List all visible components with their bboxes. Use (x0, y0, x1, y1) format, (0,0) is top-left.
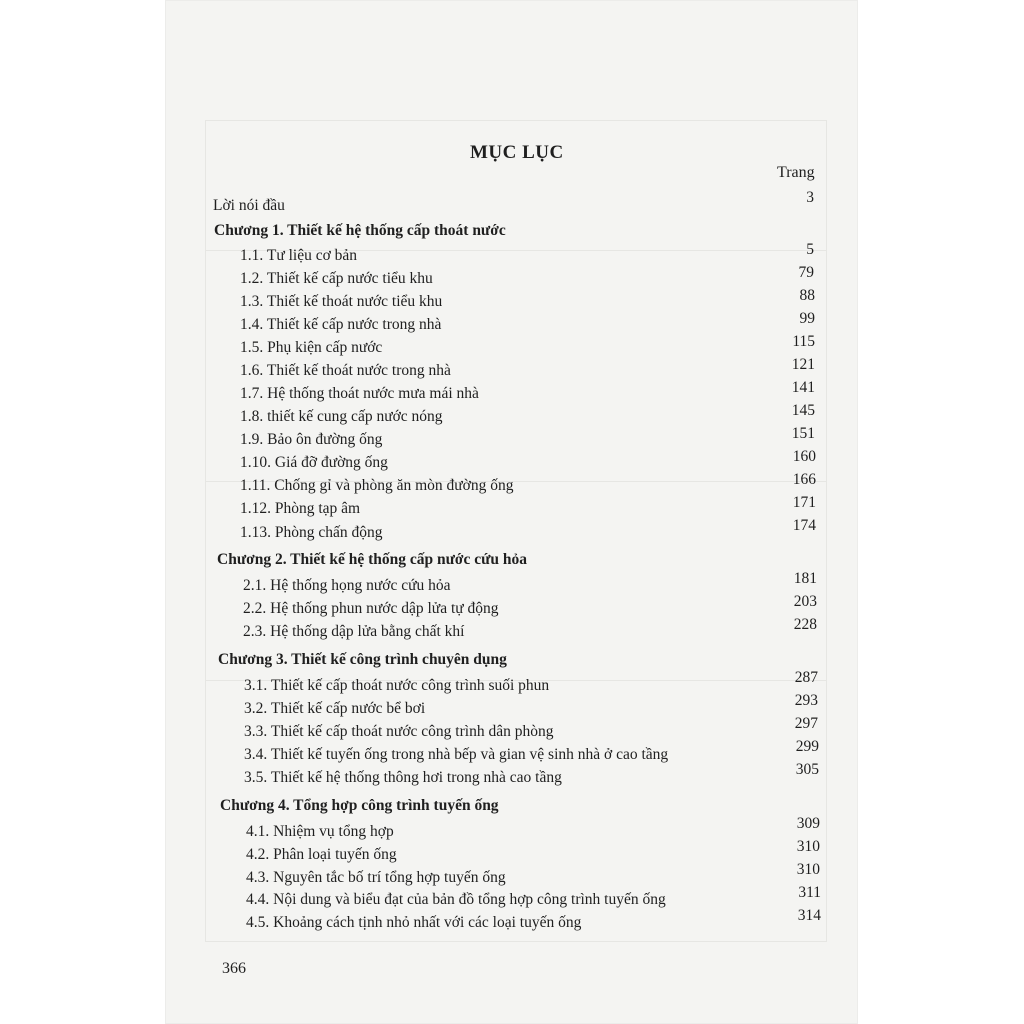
section-label: 2.3. Hệ thống dập lửa bằng chất khí (243, 623, 465, 640)
section-label: 3.5. Thiết kế hệ thống thông hơi trong nhà cao tầng (244, 769, 562, 786)
section-page: 115 (792, 333, 815, 350)
preface-label: Lời nói đầu (213, 197, 285, 214)
section-page: 287 (794, 669, 818, 686)
section-page: 299 (795, 738, 819, 755)
section-label: 3.3. Thiết kế cấp thoát nước công trình dân phòng (244, 723, 554, 740)
chapter-title: Chương 3. Thiết kế công trình chuyên dụng (218, 651, 507, 668)
section-label: 3.2. Thiết kế cấp nước bể bơi (244, 700, 426, 717)
section-page: 160 (792, 448, 816, 465)
section-page: 181 (793, 570, 817, 587)
section-label: 4.3. Nguyên tắc bố trí tổng hợp tuyến ống (246, 869, 506, 886)
section-label: 1.9. Bảo ôn đường ống (240, 431, 383, 448)
section-label: 4.1. Nhiệm vụ tổng hợp (246, 823, 394, 840)
section-page: 314 (797, 907, 821, 924)
section-label: 1.4. Thiết kế cấp nước trong nhà (240, 316, 442, 333)
section-label: 1.12. Phòng tạp âm (240, 500, 361, 517)
section-label: 3.4. Thiết kế tuyến ống trong nhà bếp và gian vệ sinh nhà ở cao tầng (244, 746, 669, 763)
section-label: 1.7. Hệ thống thoát nước mưa mái nhà (240, 385, 479, 402)
section-page: 5 (806, 241, 814, 258)
section-label: 4.5. Khoảng cách tịnh nhỏ nhất với các loại tuyến ống (246, 914, 582, 931)
section-label: 1.8. thiết kế cung cấp nước nóng (240, 408, 443, 425)
section-page: 174 (792, 517, 816, 534)
section-page: 305 (795, 761, 819, 778)
section-page: 203 (793, 593, 817, 610)
section-label: 2.2. Hệ thống phun nước dập lửa tự động (243, 600, 499, 617)
section-label: 1.10. Giá đỡ đường ống (240, 454, 388, 471)
section-page: 145 (791, 402, 815, 419)
chapter-title: Chương 1. Thiết kế hệ thống cấp thoát nước (214, 222, 506, 239)
section-page: 293 (794, 692, 818, 709)
section-page: 166 (792, 471, 816, 488)
section-label: 1.3. Thiết kế thoát nước tiểu khu (240, 293, 443, 310)
section-page: 79 (798, 264, 814, 281)
section-label: 1.11. Chống gỉ và phòng ăn mòn đường ống (240, 477, 514, 494)
section-label: 1.2. Thiết kế cấp nước tiểu khu (240, 270, 433, 287)
chapter-title: Chương 4. Tổng hợp công trình tuyến ống (220, 797, 499, 814)
section-page: 310 (796, 861, 820, 878)
toc-title: MỤC LỤC (470, 142, 564, 163)
preface-page: 3 (806, 189, 814, 206)
section-label: 3.1. Thiết kế cấp thoát nước công trình suối phun (244, 677, 550, 694)
page-number: 366 (222, 960, 246, 977)
section-page: 121 (791, 356, 815, 373)
section-label: 1.13. Phòng chấn động (240, 524, 383, 541)
section-label: 4.4. Nội dung và biểu đạt của bản đồ tổng hợp công trình tuyến ống (246, 891, 666, 908)
section-page: 297 (794, 715, 818, 732)
section-page: 310 (796, 838, 820, 855)
page-column-label: Trang (777, 164, 815, 181)
section-page: 88 (799, 287, 815, 304)
section-label: 2.1. Hệ thống họng nước cứu hỏa (243, 577, 451, 594)
section-page: 309 (796, 815, 820, 832)
section-page: 99 (799, 310, 815, 327)
section-page: 228 (793, 616, 817, 633)
section-page: 311 (798, 884, 821, 901)
section-label: 1.1. Tư liệu cơ bản (240, 247, 358, 264)
section-page: 141 (791, 379, 815, 396)
section-page: 151 (791, 425, 815, 442)
section-label: 1.5. Phụ kiện cấp nước (240, 339, 383, 356)
section-page: 171 (792, 494, 816, 511)
section-label: 4.2. Phân loại tuyến ống (246, 846, 397, 863)
section-label: 1.6. Thiết kế thoát nước trong nhà (240, 362, 451, 379)
chapter-title: Chương 2. Thiết kế hệ thống cấp nước cứu hỏa (217, 551, 528, 568)
